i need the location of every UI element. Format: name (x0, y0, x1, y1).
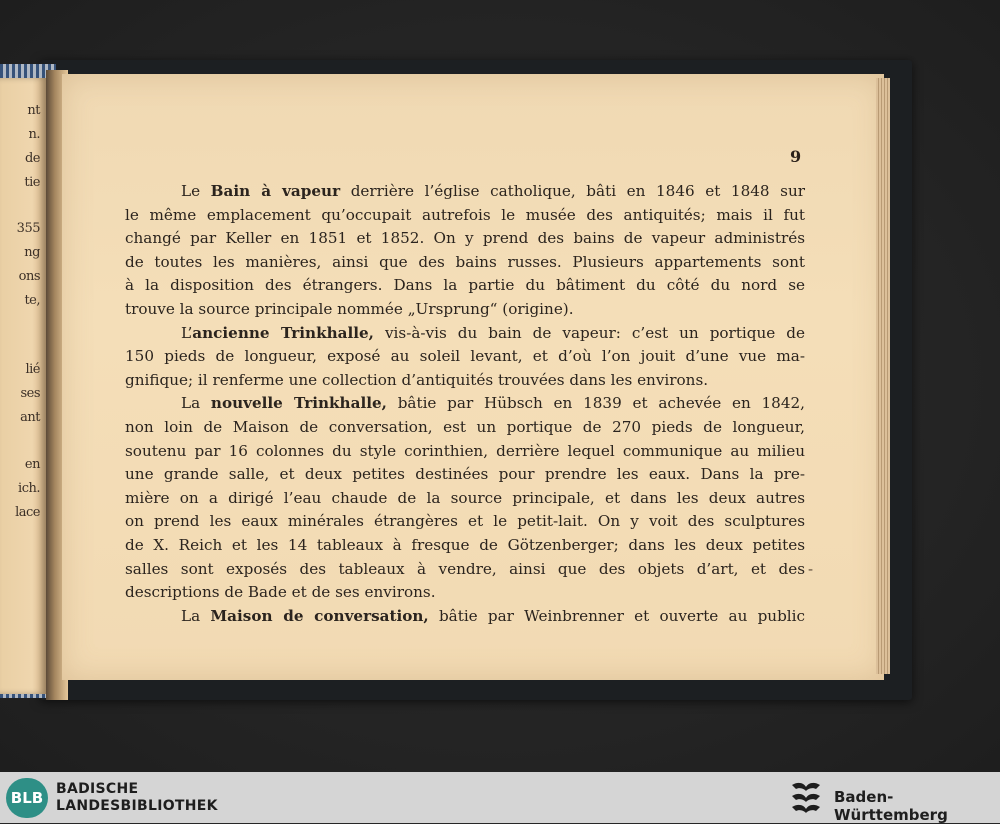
page-text (125, 180, 805, 628)
text-line (125, 298, 805, 322)
text-segment: le même emplacement qu’occupait autrefois le musée des antiquités; mais il fut (125, 205, 805, 224)
text-line (125, 227, 805, 251)
text-segment: on prend les eaux minérales étrangères et le petit-lait. On y voit des sculptures (125, 512, 805, 531)
left-page-fragment: 355 (16, 221, 40, 236)
blb-logo[interactable]: BLB (6, 778, 48, 818)
text-line (125, 416, 805, 440)
left-page-fragment: en (24, 457, 40, 472)
margin-mark: - (808, 560, 814, 578)
text-segment: à la disposition des étrangers. Dans la partie du bâtiment du côté du nord se (125, 276, 805, 295)
left-page-fragment: te, (24, 293, 40, 308)
text-segment: La (181, 606, 211, 625)
left-page-fragment: tie (24, 175, 40, 190)
text-line (125, 510, 805, 534)
viewer-footer (0, 772, 1000, 823)
text-line (125, 463, 805, 487)
coat-of-arms-icon[interactable] (788, 779, 824, 817)
library-name-line1: BADISCHE (56, 781, 139, 797)
text-segment: vis-à-vis du bain de vapeur: c’est un portique de (373, 323, 805, 342)
text-segment: trouve la source principale nommée „Ursprung“ (origine). (125, 299, 574, 318)
text-segment: descriptions de Bade et de ses environs. (125, 583, 436, 602)
left-page-fragment: ses (20, 386, 40, 401)
bold-heading-text: nouvelle Trinkhalle, (210, 394, 387, 413)
left-page-fragment: lace (15, 505, 40, 520)
library-name-line2: LANDESBIBLIOTHEK (56, 798, 218, 814)
left-page (0, 78, 46, 694)
left-page-fragment: n. (28, 127, 40, 142)
left-page-fragment: nt (27, 103, 40, 118)
text-segment: mière on a dirigé l’eau chaude de la source principale, et dans les deux autres (125, 488, 805, 507)
text-segment: de X. Reich et les 14 tableaux à fresque de Götzenberger; dans les deux petites (125, 535, 805, 554)
text-segment: de toutes les manières, ainsi que des bains russes. Plusieurs appartements sont (125, 252, 805, 271)
text-line (125, 345, 805, 369)
left-page-fragment: lié (25, 362, 40, 377)
text-segment: gnifique; il renferme une collection d’antiquités trouvées dans les environs. (125, 370, 709, 389)
text-line (125, 440, 805, 464)
bold-heading-text: ancienne Trinkhalle, (192, 323, 374, 342)
text-line (125, 581, 805, 605)
text-segment: 150 pieds de longueur, exposé au soleil levant, et d’où l’on jouit d’une vue ma- (125, 347, 805, 366)
text-line (125, 274, 805, 298)
left-page-fragment: ant (20, 410, 40, 425)
bold-heading-text: Bain à vapeur (210, 182, 341, 200)
bold-heading-text: Maison de conversation, (210, 606, 429, 625)
text-line (125, 558, 805, 582)
text-segment: derrière l’église catholique, bâti en 1846 et 1848 sur (340, 182, 805, 200)
text-line (125, 487, 805, 511)
text-segment: changé par Keller en 1851 et 1852. On y prend des bains de vapeur administrés (125, 229, 805, 248)
text-segment: La (181, 394, 211, 413)
left-page-fragment: ons (18, 269, 40, 284)
text-segment: L’ (181, 323, 193, 342)
text-segment: bâtie par Hübsch en 1839 et achevée en 1842, (386, 394, 805, 413)
text-segment: salles sont exposés des tableaux à vendre, ainsi que des objets d’art, et des (125, 559, 805, 578)
state-name[interactable]: Baden-Württemberg (834, 788, 948, 824)
text-line (125, 369, 805, 393)
text-line (125, 180, 805, 204)
page-edge (876, 78, 890, 674)
text-line (125, 251, 805, 275)
text-line (125, 392, 805, 416)
page-number: 9 (790, 147, 802, 166)
text-line (125, 322, 805, 346)
text-segment: soutenu par 16 colonnes du style corinthien, derrière lequel communique au milieu (125, 441, 805, 460)
text-segment: une grande salle, et deux petites destinées pour prendre les eaux. Dans la pre- (125, 465, 805, 484)
text-segment: non loin de Maison de conversation, est un portique de 270 pieds de longueur, (125, 417, 805, 436)
text-line (125, 204, 805, 228)
left-page-fragment: de (24, 151, 40, 166)
text-segment: bâtie par Weinbrenner et ouverte au public (428, 606, 806, 625)
library-name[interactable] (56, 781, 218, 815)
text-line (125, 534, 805, 558)
left-page-fragment: ng (24, 245, 40, 260)
text-line (125, 605, 805, 629)
left-page-fragment: ich. (18, 481, 40, 496)
text-segment: Le (181, 182, 211, 200)
